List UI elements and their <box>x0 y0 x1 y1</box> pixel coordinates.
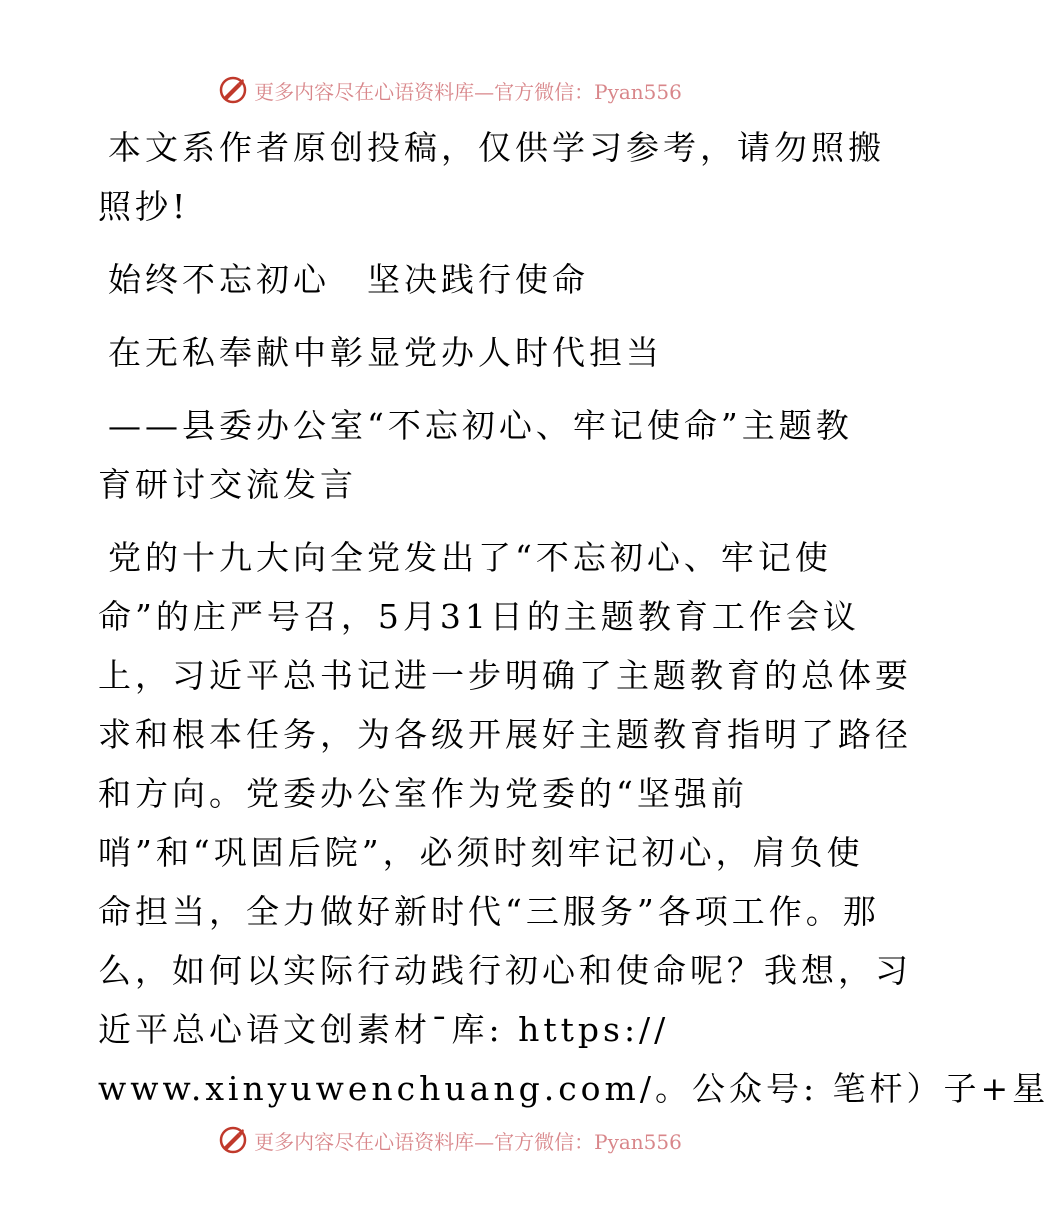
subtitle-line: 在无私奉献中彰显党办人时代担当 <box>108 333 663 372</box>
watermark-text: 更多内容尽在心语资料库—官方微信：Pyan556 <box>254 1129 682 1154</box>
body-line: 党的十九大向全党发出了“不忘初心、牢记使 <box>108 538 832 577</box>
body-line: www.xinyuwenchuang.com/。公众号: 笔杆）子+星 <box>98 1069 1049 1108</box>
body-line: 本文系作者原创投稿，仅供学习参考，请勿照搬 <box>108 128 885 167</box>
pen-logo-icon <box>218 75 248 105</box>
subtitle-line: ——县委办公室“不忘初心、牢记使命”主题教 <box>108 406 853 445</box>
body-line: 哨”和“巩固后院”，必须时刻牢记初心，肩负使 <box>98 833 864 872</box>
body-line: 命担当，全力做好新时代“三服务”各项工作。那 <box>98 892 880 931</box>
document-body <box>98 118 1049 1118</box>
watermark-text: 更多内容尽在心语资料库—官方微信：Pyan556 <box>254 79 682 104</box>
footer-watermark <box>0 1120 950 1160</box>
body-line: 上，习近平总书记进一步明确了主题教育的总体要 <box>98 656 912 695</box>
body-line: 么，如何以实际行动践行初心和使命呢？我想，习 <box>98 951 912 990</box>
subtitle-line: 育研讨交流发言 <box>98 465 357 504</box>
body-line: 命”的庄严号召，5月31日的主题教育工作会议 <box>98 597 860 636</box>
body-line: 近平总心语文创素材¯库: https:// <box>98 1010 670 1049</box>
body-line: 照抄! <box>98 187 190 226</box>
body-line: 求和根本任务，为各级开展好主题教育指明了路径 <box>98 715 912 754</box>
pen-logo-icon <box>218 1125 248 1155</box>
header-watermark <box>0 70 950 110</box>
title-line: 始终不忘初心 坚决践行使命 <box>108 260 589 299</box>
body-line: 和方向。党委办公室作为党委的“坚强前 <box>98 774 748 813</box>
